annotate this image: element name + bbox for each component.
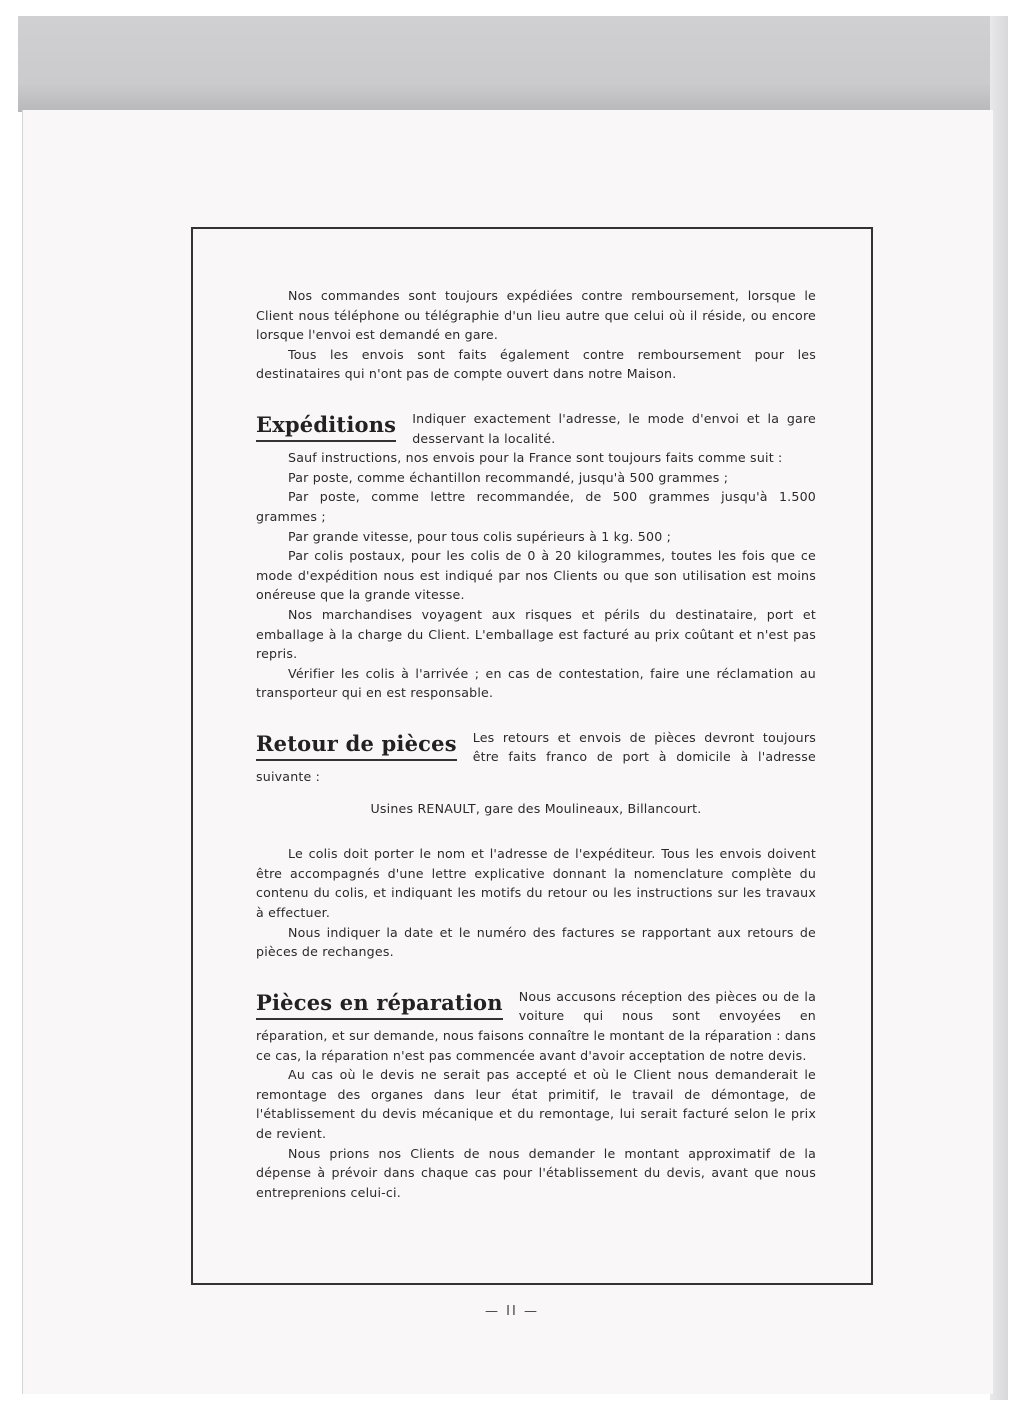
return-address [256, 799, 816, 819]
expeditions-paragraph: Vérifier les colis à l'arrivée ; en cas de contestation, faire une réclamation au transporteur qui en est responsable. [256, 665, 816, 701]
section-pieces-en-reparation [256, 987, 816, 1203]
return-address-prefix: Usines [370, 800, 418, 816]
page-number: — II — [485, 1304, 539, 1319]
reparation-paragraph: Au cas où le devis ne serait pas accepté et où le Client nous demanderait le remontage des organes dans leur état primitif, le travail de démontage, de l'établissement du devis mécanique et du remontage, lui serait facturé selon le prix de revient. [256, 1067, 816, 1141]
retour-lead: Les retours et envois de pièces devront toujours être faits franco de port à domicile à l'adresse suivante : [256, 729, 816, 785]
heading-retour-de-pieces: Retour de pièces [256, 732, 457, 761]
scanner-background [18, 16, 1008, 112]
expeditions-paragraph: Nos marchandises voyagent aux risques et périls du destinataire, port et emballage à la charge du Client. L'emballage est facturé au prix coûtant et n'est pas repris. [256, 606, 816, 662]
expeditions-paragraph: Par poste, comme lettre recommandée, de 500 grammes jusqu'à 1.500 grammes ; [256, 489, 816, 524]
page-content [256, 286, 816, 1202]
retour-paragraph: Le colis doit porter le nom et l'adresse de l'expéditeur. Tous les envois doivent être accompagnés d'une lettre explicative donnant la nomenclature complète du contenu du colis, et indiquant les motifs du retour ou les instructions sur les travaux à effectuer. [256, 846, 816, 921]
section-retour-de-pieces [256, 728, 816, 962]
reparation-paragraph: Nous prions nos Clients de nous demander le montant approximatif de la dépense à prévoir dans chaque cas pour l'établissement du devis, avant que nous entreprenions celui-ci. [256, 1145, 816, 1200]
expeditions-paragraph: Sauf instructions, nos envois pour la France sont toujours faits comme suit : [288, 450, 783, 466]
expeditions-paragraph: Par grande vitesse, pour tous colis supérieurs à 1 kg. 500 ; [288, 528, 672, 544]
heading-pieces-en-reparation: Pièces en réparation [256, 991, 503, 1020]
intro-paragraph-1: Nos commandes sont toujours expédiées contre remboursement, lorsque le Client nous téléphone ou télégraphie d'un lieu autre que celui où il réside, ou encore lorsque l'envoi est demandé en gare. [256, 288, 816, 343]
section-expeditions [256, 409, 816, 703]
return-address-brand: RENAULT [417, 800, 476, 816]
expeditions-paragraph: Par colis postaux, pour les colis de 0 à 20 kilogrammes, toutes les fois que ce mode d'expédition nous est indiqué par nos Clients ou que son utilisation est moins onéreuse que la grande vitesse. [256, 548, 816, 603]
return-address-suffix: , gare des Moulineaux, Billancourt. [475, 800, 702, 816]
heading-expeditions: Expéditions [256, 413, 396, 442]
expeditions-lead: Indiquer exactement l'adresse, le mode d'envoi et la gare desservant la localité. [412, 410, 816, 446]
expeditions-paragraph: Par poste, comme échantillon recommandé, jusqu'à 500 grammes ; [288, 469, 729, 485]
reparation-lead: Nous accusons réception des pièces ou de la voiture qui nous sont envoyées en réparation, et sur demande, nous faisons connaître le montant de la réparation : dans ce cas, la réparation n'est pas commencée avant d'avoir acceptation de notre devis. [256, 988, 816, 1063]
retour-paragraph: Nous indiquer la date et le numéro des factures se rapportant aux retours de pièces de rechanges. [256, 924, 816, 960]
intro-paragraph-2: Tous les envois sont faits également contre remboursement pour les destinataires qui n'ont pas de compte ouvert dans notre Maison. [256, 346, 816, 382]
